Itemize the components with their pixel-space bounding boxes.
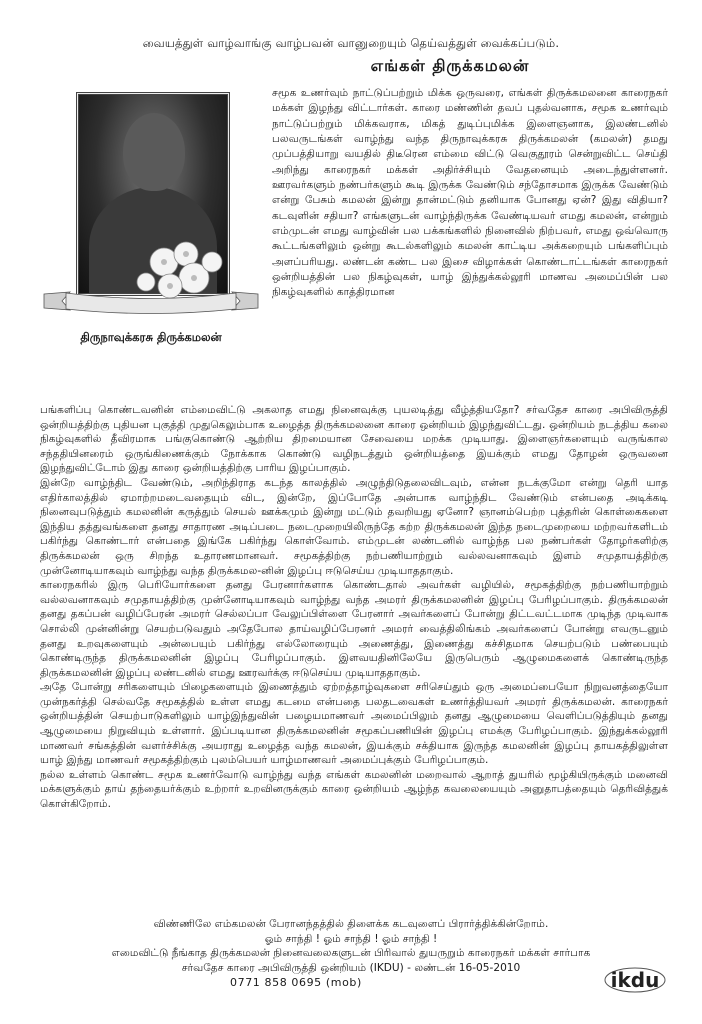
body-paragraph: நல்ல உள்ளம் கொண்ட சமூக உணர்வோடு வாழ்ந்து வந்த எங்கள் கமலனின் மறைவால் ஆறாத் துயரில் மூழ்கியிருக்கும் மனைவி மக்களுக்கும் தாய் தந்தையர்க்கும் உற்றார் உறவினருக்கும் காரை ஒன்றியம் ஆழ்ந்த கவலையையும் அனுதாபத்தையும் தெரிவித்துக் கொள்கிறோம். — [40, 768, 668, 811]
body-paragraph: காரைநகரில் இரு பெரியோர்களை தனது பேரனார்களாக கொண்டதால் அவர்கள் வழியில், சமூகத்திற்கு நற்பணியாற்றும் வல்லவனாகவும் சமுதாயத்திற்கு முன்னோடியாகவும் வாழ்ந்து வந்த அமரர் திருக்கமலனின் இழப்பு பேரிழப்பாகும். திருக்கமலன் தனது தகப்பன் வழிப்பேரன் அமரர் செல்லப்பா வேலுப்பிள்ளை பேரனார் அவர்களைப் போன்று திட்டவட்டமாக முடிந்த முடிவாக சொல்லி முன்னின்று செயற்படுவதும் அதேபோல தாய்வழிப்பேரனர் அமரர் வைத்திலிங்கம் அவர்களைப் போன்று எவருடனும் தனது உறவுகளையும் அன்பையும் பகிர்ந்து எல்லோரையும் அணைத்து, இணைத்து கச்சிதமாக செயற்படும் பண்பையும் கொண்டிருந்த திருக்கமலனின் இழப்பு பேரிழப்பாகும். இளவயதினிலேயே இருபெரும் ஆழுமைகளைக் கொண்டிருந்த திருக்கமலனின் இழப்பு லண்டனில் எமது ஊரவர்க்கு ஈடுசெய்ய முடியாததாகும். — [40, 579, 668, 679]
closing-org: சர்வதேச காரை அபிவிருத்தி ஒன்றியம் (IKDU) - லண்டன் 16-05-2010 — [181, 961, 521, 974]
page-title: எங்கள் திருக்கமலன் — [370, 56, 530, 75]
closing-shanti: ஓம் சாந்தி ! ஓம் சாந்தி ! ஓம் சாந்தி ! — [264, 932, 438, 945]
ikdu-logo-icon — [603, 966, 667, 994]
header-verse: வையத்துள் வாழ்வாங்கு வாழ்பவன் வானுறையும் தெய்வத்துள் வைக்கப்படும். — [142, 36, 560, 50]
closing-block — [0, 917, 702, 975]
body-paragraph: பங்களிப்பு கொண்டவனின் எம்மைவிட்டு அகலாத எமது நினைவுக்கு புயலடித்து வீழ்த்தியதோ? சர்வதேச காரை அபிவிருத்தி ஒன்றியத்திற்கு புதியன புகுத்தி முதுகெலும்பாக உழைத்த திருக்கமலனை காரை ஒன்றியம் இழந்துவிட்டது. ஒன்றியம் நடத்திய கலை நிகழ்வுகளில் தீவிரமாக பங்குகொண்டு ஆற்றிய திறமையான சேவையை மறக்க முடியாது. இளைஞர்களையும் வருங்கால சந்ததியினரைம் ஒருங்கிணைக்கும் நோக்காக கொண்டு வழிநடத்தும் ஒன்றியத்தை இயக்கும் எமது தோழன் ஒருவனை இழந்துவிட்டோம் இது காரை ஒன்றியத்திற்கு பாரிய இழப்பாகும். — [40, 404, 668, 475]
portrait-head — [123, 113, 185, 191]
closing-from: எமைவிட்டு நீங்காத திருக்கமலன் நினைவலைகளுடன் பிரிவால் துயருறும் காரைநகர் மக்கள் சார்பாக — [111, 947, 591, 960]
phone-number: 0771 858 0695 (mob) — [230, 976, 362, 989]
ribbon-decoration-icon — [40, 288, 262, 314]
article-body — [40, 403, 668, 812]
intro-paragraph: சமூக உணர்வும் நாட்டுப்பற்றும் மிக்க ஒருவரை, எங்கள் திருக்கமலனை காரைநகர் மக்கள் இழந்து விட்டார்கள். காரை மண்ணின் தவப் புதல்வனாக, சமூக உணர்வும் நாட்டுப்பற்றும் மிக்கவராக, மிகத் துடிப்புமிக்க இளைஞனாக, இலண்டனில் பலவருடங்கள் வாழ்ந்து வந்த திருநாவுக்கரசு திருக்கமலன் (கமலன்) தமது முப்பத்தியாறு வயதில் திடீரென எம்மை விட்டு வெகுதூரம் சென்றுவிட்ட செய்தி அறிந்து காரைநகர் மக்கள் அதிர்ச்சியும் வேதனையும் அடைந்துள்ளனர். ஊரவர்களும் நண்பர்களும் கூடி இருக்க வேண்டும் சந்தோசமாக இருக்க வேண்டும் என்று பேசும் கமலன் இன்று தான்மட்டும் தனியாக போனது ஏன்? இது விதியா? கடவுளின் சதியா? எங்களுடன் வாழ்ந்திருக்க வேண்டியவர் எமது கமலன், என்றும் எம்முடன் எமது வாழ்வின் பல பக்கங்களில் நினைவில் நிற்பவர், எமது ஒவ்வொரு கூட்டங்களிலும் ஒன்று கூடல்களிலும் கமலன் காட்டிய அக்கறையும் பங்களிப்பும் அளப்பரியது. லண்டன் கண்ட பல இசை விழாக்கள் கொண்டாட்டங்கள் காரைநகர் ஒன்றியத்தின் பல நிகழ்வுகள், யாழ் இந்துக்கல்லூரி மாணவ அமைப்பின் பல நிகழ்வுகளில் காத்திரமான — [272, 87, 668, 299]
closing-prayer: விண்ணிலே எம்கமலன் பேரானந்தத்தில் திளைக்க கடவுளைப் பிரார்த்திக்கின்றோம். — [153, 918, 549, 930]
body-paragraph: இன்றே வாழ்ந்திட வேண்டும், அறிந்திராத கடந்த காலத்தில் அழுந்திடுதலைவிடவும், என்ன நடக்குமோ என்று தெரி யாத எதிர்காலத்தில் ஏமாற்றமடைவதையும் விட, இன்றே, இப்போதே அன்பாக வாழ்ந்திட வேண்டும் என்பதை அடிக்கடி நினைவுபடுத்தும் கமலனின் கருத்தும் செயல் ஊக்கமும் இன்று மட்டும் தவறியது ஏனோ? ஞானம்பெற்ற புத்தரின் கொள்கைகளை இந்திய தத்துவங்களை தனது சாதாரண அடிப்படை நடைமுறையிலிருந்தே கற்ற திருக்கமலன் இந்த நடைமுறையை மற்றவர்களிடம் பகிர்ந்து கொண்டார் என்பதை இங்கே பகிர்ந்து கொள்வோம். எம்முடன் லண்டனில் வாழ்ந்த பல நண்பர்கள் தோழர்களிற்கு திருக்கமலன் ஒரு சிறந்த உதாரணமானவர். சமூகத்திற்கு நற்பணியாற்றும் வல்லவனாகவும் இளம் சமுதாயத்திற்கு முன்னோடியாகவும் வாழ்ந்து வந்த திருக்கமல-னின் இழப்பு ஈடுசெய்ய முடியாததாகும். — [40, 476, 668, 577]
logo-text: ikdu — [610, 968, 660, 992]
body-paragraph: அதே போன்று சரிகளையும் பிழைகளையும் இணைத்தும் ஏற்றத்தாழ்வுகளை சரிசெய்தும் ஒரு அமைப்பையோ நிறுவனத்தையோ முன்நகர்த்தி செல்வதே சமூகத்தில் உள்ள எமது கடமை என்பதை பலதடவைகள் உணர்த்தியவர் அமரர் திருக்கமலன். காரைநகர் ஒன்றியத்தின் செயற்பாடுகளிலும் யாழ்இந்துவின் பழையமாணவர் அமைப்பிலும் தனது ஆழுமையை வெளிப்படுத்தியும் தனது ஆழுமையை நிறுவியும் உள்ளார். இப்படியான திருக்கமலனின் சமூகப்பணியின் இழப்பு எமக்கு பேரிழப்பாகும். இந்துக்கல்லூரி மாணவர் சங்கத்தின் வளர்ச்சிக்கு அயராது உழைத்த வந்த கமலன், இயக்கும் சக்தியாக இருந்த கமலனின் இழப்பு தாயகத்திலுள்ள யாழ் இந்து மாணவர் சமூகத்திற்கும் புலம்பெயர் யாழ்மாணவர் அமைப்புக்கும் பேரிழப்பாகும். — [40, 681, 668, 767]
photo-caption: திருநாவுக்கரசு திருக்கமலன் — [80, 330, 222, 344]
memorial-photo — [40, 82, 262, 328]
